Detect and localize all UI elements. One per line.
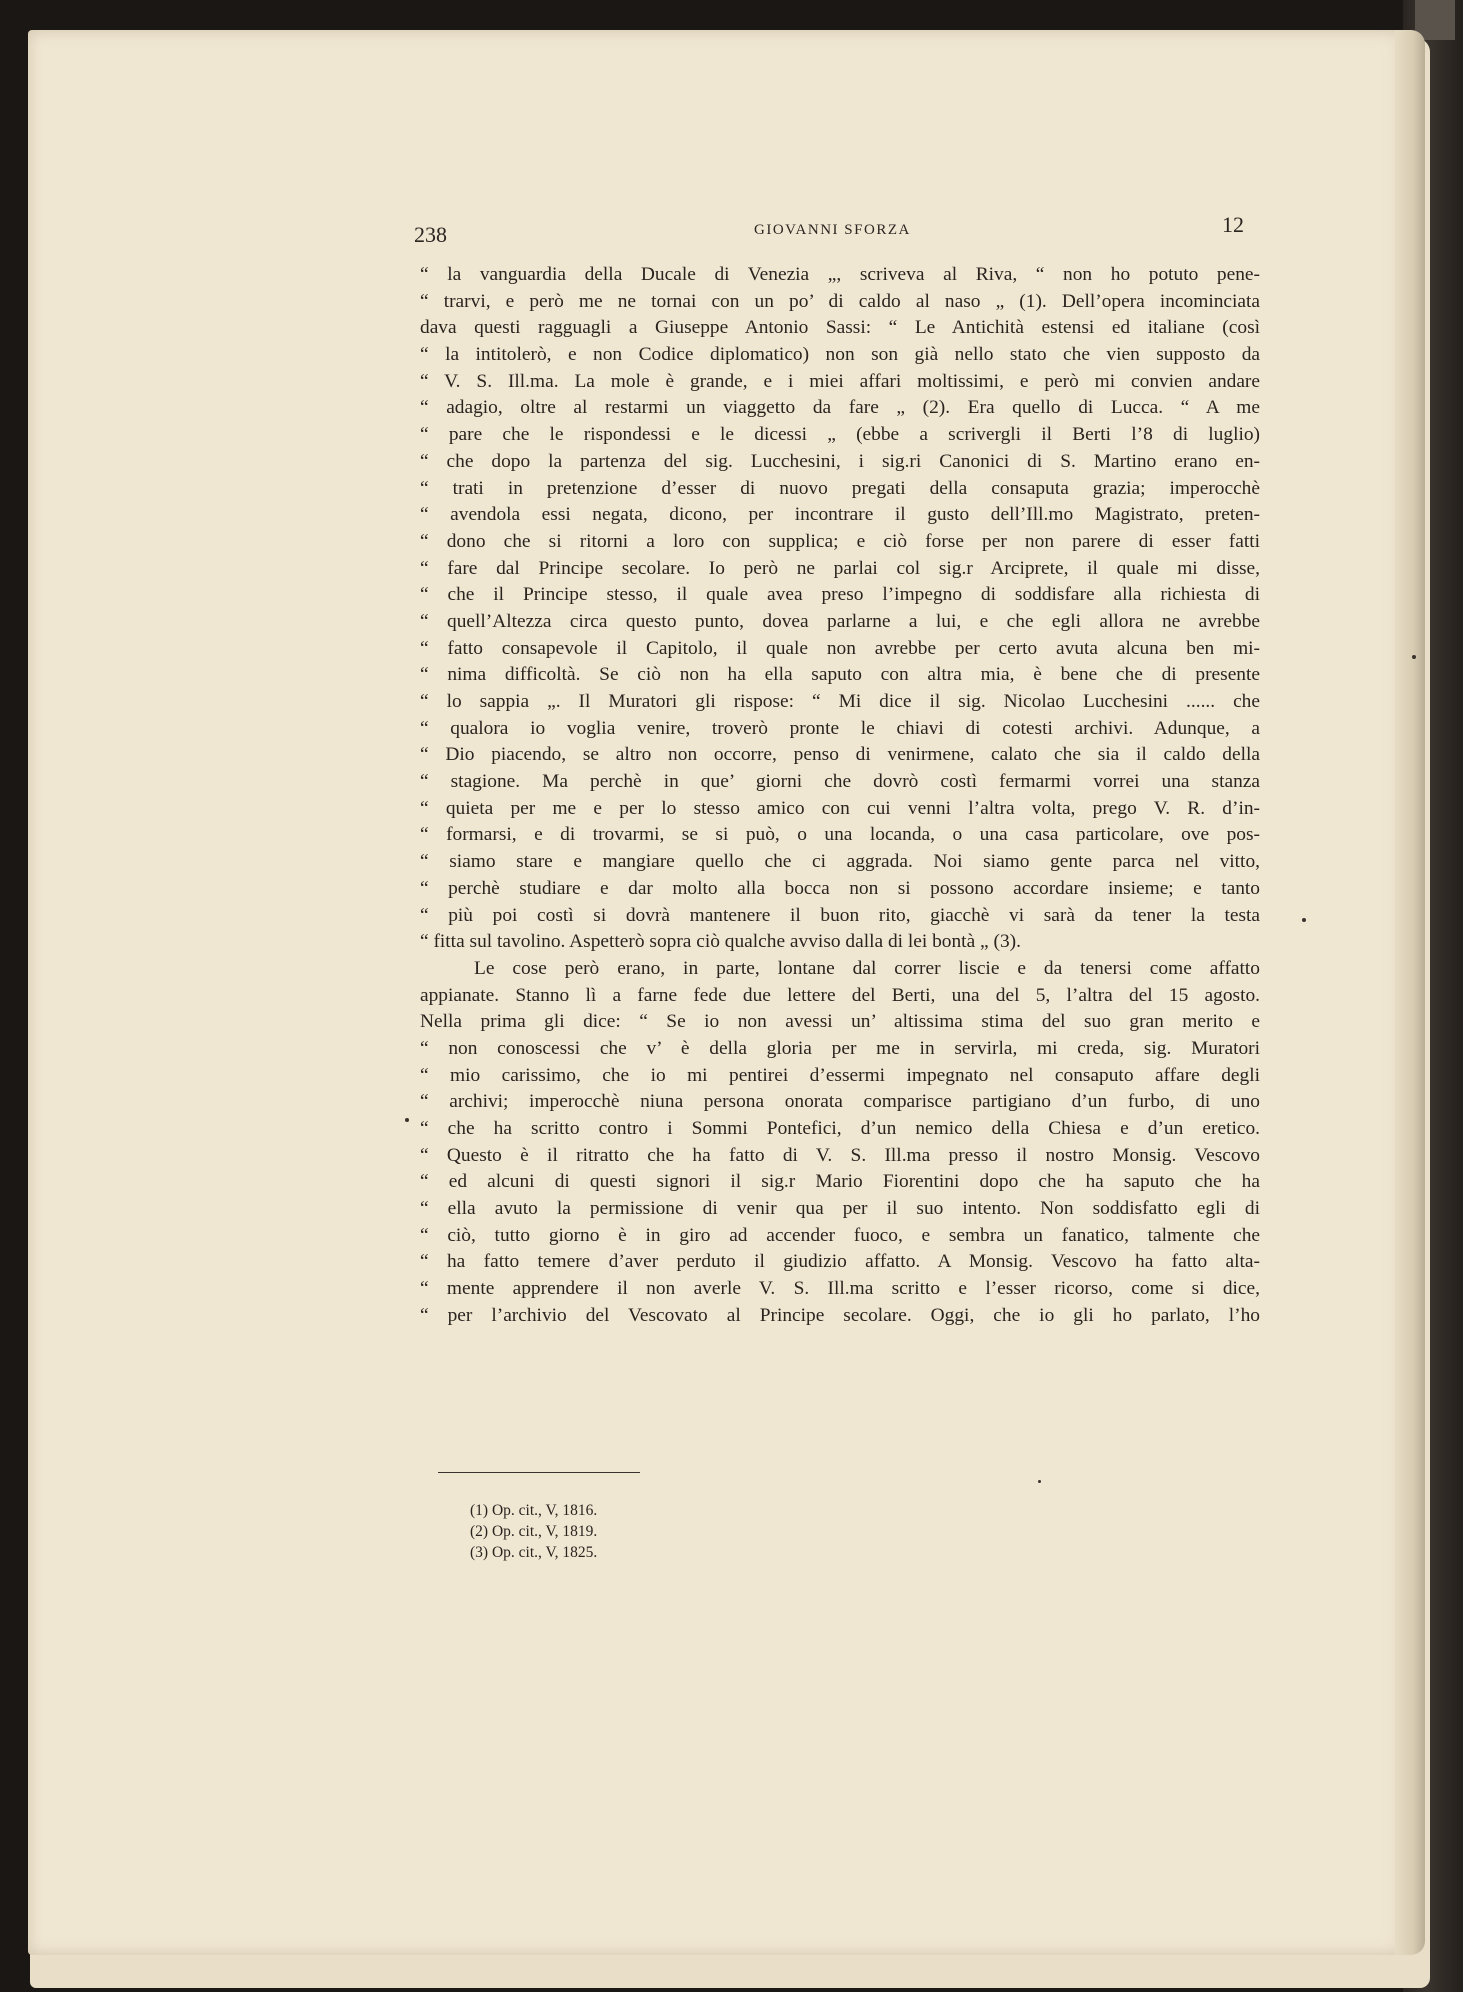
text-line: “ mio carissimo, che io mi pentirei d’essermi impegnato nel consaputo affare degli: [420, 1064, 1260, 1086]
text-line: “ ella avuto la permissione di venir qua per il suo intento. Non soddisfatto egli di: [420, 1198, 1260, 1220]
text-line: “ pare che le rispondessi e le dicessi „ (ebbe a scrivergli il Berti l’8 di luglio): [420, 424, 1260, 446]
text-line: “ ed alcuni di questi signori il sig.r Mario Fiorentini dopo che ha saputo che ha: [420, 1171, 1260, 1193]
text-line: “ fare dal Principe secolare. Io però ne parlai col sig.r Arciprete, il quale mi disse,: [420, 557, 1260, 579]
running-head: GIOVANNI SFORZA: [754, 222, 911, 238]
ink-speck: [1412, 655, 1416, 659]
text-line: “ che ha scritto contro i Sommi Pontefici, d’un nemico della Chiesa e d’un eretico.: [420, 1118, 1260, 1139]
text-line: “ più poi costì si dovrà mantenere il buon rito, giacchè vi sarà da tener la testa: [420, 904, 1260, 926]
footnote-rule: [438, 1472, 640, 1473]
text-line: “ avendola essi negata, dicono, per incontrare il gusto dell’Ill.mo Magistrato, preten-: [420, 504, 1260, 526]
text-line: “ la vanguardia della Ducale di Venezia „, scriveva al Riva, “ non ho potuto pene-: [420, 264, 1260, 285]
text-line: “ fitta sul tavolino. Aspetterò sopra ciò qualche avviso dalla di lei bontà „ (3).: [420, 931, 1021, 953]
text-line: “ perchè studiare e dar molto alla bocca non si possono accordare insieme; e tanto: [420, 877, 1260, 899]
text-line: “ stagione. Ma perchè in que’ giorni che dovrò costì fermarmi vorrei una stanza: [420, 771, 1260, 793]
text-line: Nella prima gli dice: “ Se io non avessi un’ altissima stima del suo gran merito e: [420, 1011, 1260, 1033]
text-line: “ trati in pretenzione d’esser di nuovo pregati della consaputa grazia; imperocchè: [420, 477, 1260, 499]
text-line: “ che dopo la partenza del sig. Lucchesini, i sig.ri Canonici di S. Martino erano en-: [420, 450, 1260, 472]
text-line: “ ha fatto temere d’aver perduto il giudizio affatto. A Monsig. Vescovo ha fatto alta-: [420, 1251, 1260, 1273]
text-line: “ mente apprendere il non averle V. S. Ill.ma scritto e l’esser ricorso, come si dice,: [420, 1278, 1260, 1300]
text-line: “ ciò, tutto giorno è in giro ad accender fuoco, e sembra un fanatico, talmente che: [420, 1224, 1260, 1246]
page-header: [414, 210, 1244, 250]
page-number: 238: [414, 222, 447, 247]
text-line: “ trarvi, e però me ne tornai con un po’ di caldo al naso „ (1). Dell’opera incominciata: [420, 290, 1260, 312]
text-line: “ per l’archivio del Vescovato al Principe secolare. Oggi, che io gli ho parlato, l’ho: [420, 1304, 1260, 1326]
text-line: “ V. S. Ill.ma. La mole è grande, e i miei affari moltissimi, e però mi convien andare: [420, 370, 1260, 392]
text-line: appianate. Stanno lì a farne fede due lettere del Berti, una del 5, l’altra del 15 agosto.: [420, 984, 1260, 1006]
text-line: “ che il Principe stesso, il quale avea preso l’impegno di soddisfare alla richiesta di: [420, 584, 1260, 606]
text-line: “ Dio piacendo, se altro non occorre, penso di venirmene, calato che sia il caldo della: [420, 744, 1260, 766]
text-line: dava questi ragguagli a Giuseppe Antonio Sassi: “ Le Antichità estensi ed italiane (così: [420, 317, 1260, 339]
text-line: “ qualora io voglia venire, troverò pronte le chiavi di cotesti archivi. Adunque, a: [420, 717, 1260, 739]
text-line: “ nima difficoltà. Se ciò non ha ella saputo con altra mia, è bene che di presente: [420, 664, 1260, 686]
footnote: (3) Op. cit., V, 1825.: [470, 1544, 598, 1561]
text-line: “ dono che si ritorni a loro con supplica; e ciò forse per non parere di esser fatti: [420, 530, 1260, 552]
text-line: “ la intitolerò, e non Codice diplomatico) non son già nello stato che vien supposto da: [420, 344, 1260, 366]
text-line: “ Questo è il ritratto che ha fatto di V. S. Ill.ma presso il nostro Monsig. Vescovo: [420, 1144, 1260, 1166]
ink-speck: [405, 1118, 409, 1122]
sheet-number: 12: [1222, 212, 1244, 237]
body-text: [420, 262, 1260, 1330]
text-line: “ lo sappia „. Il Muratori gli rispose: “ Mi dice il sig. Nicolao Lucchesini ...... che: [420, 691, 1260, 712]
text-line: “ quell’Altezza circa questo punto, dovea parlarne a lui, e che egli allora ne avrebbe: [420, 610, 1260, 632]
ink-speck: [1302, 918, 1306, 922]
text-line: “ quieta per me e per lo stesso amico con cui venni l’altra volta, prego V. R. d’in-: [420, 797, 1260, 819]
footnotes: [470, 1500, 770, 1563]
text-line: “ non conoscessi che v’ è della gloria per me in servirla, mi creda, sig. Muratori: [420, 1037, 1260, 1059]
text-line: “ adagio, oltre al restarmi un viaggetto da fare „ (2). Era quello di Lucca. “ A me: [420, 397, 1260, 419]
text-line: Le cose però erano, in parte, lontane dal correr liscie e da tenersi come affatto: [474, 957, 1260, 979]
text-line: “ siamo stare e mangiare quello che ci aggrada. Noi siamo gente parca nel vitto,: [420, 851, 1260, 873]
footnote: (1) Op. cit., V, 1816.: [470, 1502, 598, 1519]
text-line: “ fatto consapevole il Capitolo, il quale non avrebbe per certo avuta alcuna ben mi-: [420, 637, 1260, 659]
page-edge: [1395, 30, 1425, 1955]
ink-speck: [1038, 1480, 1041, 1483]
text-line: “ formarsi, e di trovarmi, se si può, o una locanda, o una casa particolare, ove pos-: [420, 824, 1260, 846]
footnote: (2) Op. cit., V, 1819.: [470, 1523, 598, 1540]
text-line: “ archivi; imperocchè niuna persona onorata comparisce partigiano d’un furbo, di uno: [420, 1091, 1260, 1113]
